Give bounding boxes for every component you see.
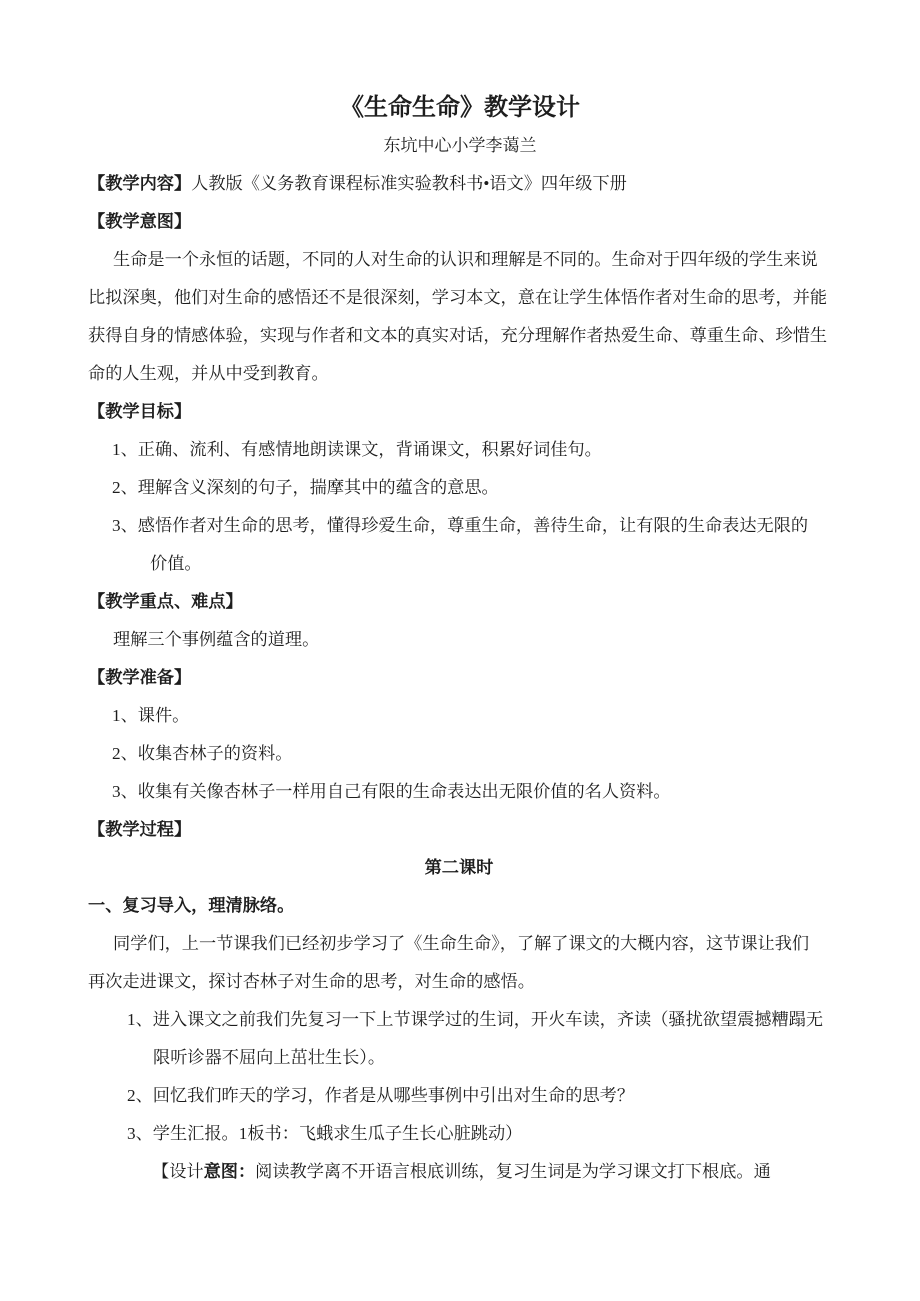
text-run: 1、正确、流利、有感情地朗读课文，背诵课文，积累好词佳句。 (112, 440, 602, 459)
text-line (88, 697, 830, 735)
text-run: 3、收集有关像杏林子一样用自己有限的生命表达出无限价值的名人资料。 (112, 782, 671, 801)
text-line (88, 203, 830, 241)
text-line (88, 545, 830, 583)
text-line (88, 1077, 830, 1115)
text-run: 3、感悟作者对生命的思考，懂得珍爱生命，尊重生命，善待生命，让有限的生命表达无限的 (112, 516, 809, 535)
text-line (88, 659, 830, 697)
text-line (88, 431, 830, 469)
text-run-bold: 【教学重点、难点】 (88, 592, 243, 611)
text-run: 再次走进课文，探讨杏林子对生命的思考，对生命的感悟。 (88, 972, 535, 991)
text-line (88, 583, 830, 621)
text-line (88, 963, 830, 1001)
text-run-bold: 【教学内容】 (88, 174, 192, 193)
text-run: 比拟深奥，他们对生命的感悟还不是很深刻，学习本文，意在让学生体悟作者对生命的思考，并能 (88, 288, 828, 307)
text-line (88, 355, 830, 393)
text-line (88, 1153, 830, 1191)
text-run: 获得自身的情感体验，实现与作者和文本的真实对话，充分理解作者热爱生命、尊重生命、珍惜生 (88, 326, 828, 345)
text-line (88, 1039, 830, 1077)
text-run-bold: 一、复习导入，理清脉络。 (88, 896, 295, 915)
text-run: 【设计 (152, 1162, 204, 1181)
text-run: 理解三个事例蕴含的道理。 (113, 630, 320, 649)
text-line (88, 317, 830, 355)
text-run: 命的人生观，并从中受到教育。 (88, 364, 329, 383)
text-line (88, 621, 830, 659)
text-line (88, 1001, 830, 1039)
text-run-bold: 意图： (203, 1162, 256, 1181)
text-run: 生命是一个永恒的话题，不同的人对生命的认识和理解是不同的。生命对于四年级的学生来说 (113, 250, 818, 269)
text-run: 2、回忆我们昨天的学习，作者是从哪些事例中引出对生命的思考？ (127, 1086, 635, 1105)
text-run-bold: 【教学准备】 (88, 668, 192, 687)
text-line (88, 773, 830, 811)
text-line (88, 393, 830, 431)
text-line (88, 507, 830, 545)
text-run: 同学们，上一节课我们已经初步学习了《生命生命》，了解了课文的大概内容，这节课让我们 (113, 934, 810, 953)
text-line (88, 279, 830, 317)
text-run-bold: 【教学意图】 (88, 212, 192, 231)
text-run: 1、进入课文之前我们先复习一下上节课学过的生词，开火车读，齐读（骚扰欲望震撼糟蹋无 (127, 1010, 824, 1029)
text-line (88, 925, 830, 963)
text-line (88, 887, 830, 925)
text-run-bold: 【教学目标】 (88, 402, 192, 421)
text-run: 阅读教学离不开语言根底训练，复习生词是为学习课文打下根底。通 (255, 1162, 771, 1181)
text-run: 3、学生汇报。1板书：飞蛾求生瓜子生长心脏跳动） (127, 1124, 523, 1143)
text-run-bold: 第二课时 (424, 858, 494, 877)
text-line (88, 849, 830, 887)
text-line (88, 241, 830, 279)
text-line (88, 735, 830, 773)
text-run: 2、收集杏林子的资料。 (112, 744, 293, 763)
text-run: 1、课件。 (112, 706, 190, 725)
text-line (88, 469, 830, 507)
document-author: 东坑中心小学李蔼兰 (383, 136, 537, 155)
text-line (88, 811, 830, 849)
text-line (88, 1115, 830, 1153)
text-line (88, 165, 830, 203)
text-run-bold: 【教学过程】 (88, 820, 192, 839)
text-run: 价值。 (150, 554, 202, 573)
text-run: 人教版《义务教育课程标准实验教科书•语文》四年级下册 (191, 174, 627, 193)
document-body (88, 165, 830, 1191)
document-title: 《生命生命》教学设计 (340, 95, 580, 121)
text-run: 限听诊器不屈向上茁壮生长）。 (153, 1048, 386, 1067)
text-run: 2、理解含义深刻的句子，揣摩其中的蕴含的意思。 (112, 478, 499, 497)
